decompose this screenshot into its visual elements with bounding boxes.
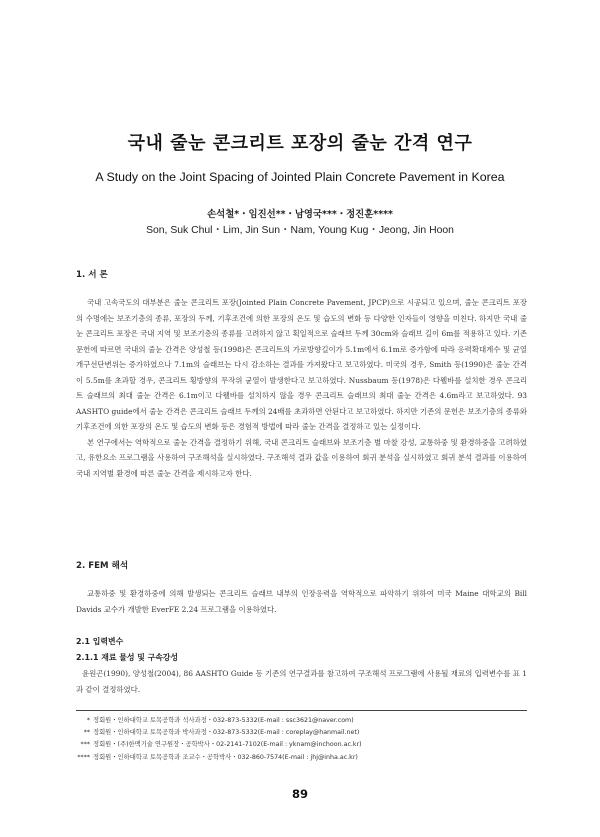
footnote-text: 정회원・인하대학교 토목공학과 조교수・공학박사・032-860-7574(E-mail : jhj@inha.ac.kr) <box>93 753 358 761</box>
page-number: 89 <box>291 787 308 801</box>
introduction-body <box>76 295 527 481</box>
footnote-2 <box>76 727 527 739</box>
authors-english: Son, Suk Chul・Lim, Jin Sun・Nam, Young Kug・Jeong, Jin Hoon <box>146 225 454 236</box>
footnote-mark: *** <box>80 741 90 749</box>
footnote-mark: * <box>86 717 90 724</box>
footnote-mark: **** <box>77 753 90 761</box>
section-heading-fem: 2. FEM 해석 <box>76 561 129 571</box>
subsection-heading-input-variables: 2.1 입력변수 <box>76 637 124 646</box>
material-properties-paragraph: 윤원곤(1990), 양성철(2004), 86 AASHTO Guide 등 기존의 연구결과를 참고하여 구조해석 프로그램에 사용될 재료의 입력변수를 표 1과 같이 결정하였다. <box>76 669 527 694</box>
author-footnotes <box>76 710 527 764</box>
paper-title: 국내 줄눈 콘크리트 포장의 줄눈 간격 연구 <box>127 133 473 154</box>
material-properties-body <box>76 666 527 697</box>
footnote-text: 정회원・인하대학교 토목공학과 박사과정・032-873-5332(E-mail : coreplay@hanmail.net) <box>93 729 360 737</box>
subsubsection-heading-material-properties: 2.1.1 재료 물성 및 구속강성 <box>76 653 179 662</box>
footnote-text: 정회원・인하대학교 토목공학과 석사과정・032-873-5332(E-mail : ssc3621@naver.com) <box>93 717 354 724</box>
footnote-1 <box>76 715 527 727</box>
fem-paragraph-1: 교통하중 및 환경하중에 의해 발생되는 콘크리트 슬래브 내부의 인장응력을 역학적으로 파악하기 위하여 미국 Maine 대학교의 Bill Davids 교수가 개발한 EverFE 2.24 프로그램을 이용하였다. <box>76 589 527 614</box>
introduction-paragraph-1: 국내 고속국도의 대부분은 줄눈 콘크리트 포장(Jointed Plain Concrete Pavement, JPCP)으로 시공되고 있으며, 줄눈 콘크리트 포장의 수명에는 보조기층의 종류, 포장의 두께, 기후조건에 의한 포장의 온도 및 습도의 변화 등 다양한 인자들이 영향을 미친다. 하지만 국내 줄눈 콘크리트 포장은 국내 지역 및 보조기층의 종류를 고려하지 않고 획일적으로 슬래브 두께 30cm와 슬래브 길이 6m를 적용하고 있다. 기존 문헌에 따르면 국내의 줄눈 간격은 양성철 등(1998)은 콘크리트의 가로방향길이가 5.1m에서 6.1m로 증가함에 따라 응력확대계수 및 균열개구선단변위는 증가하였으나 7.1m의 슬래브는 다시 감소하는 결과를 가져왔다고 보고하였다. 미국의 경우, Smith 등(1990)은 줄눈 간격이 5.5m를 초과할 경우, 콘크리트 횡방향의 무작위 균열이 발생한다고 보고하였다. Nussbaum 등(1978)은 다웰바를 설치한 경우 콘크리트 슬래브의 최대 줄눈 간격은 6.1m이고 다웰바를 설치하지 않을 경우 콘크리트 슬래브의 최대 줄눈 간격은 4.6m라고 보고하였다. 93 AASHTO guide에서 줄눈 간격은 콘크리트 슬래브 두께의 24배를 초과하면 안된다고 보고하였다. 하지만 기존의 문헌은 보조기층의 종류와 기후조건에 의한 포장의 온도 및 습도의 변화 등은 경험적 방법에 따라 줄눈 간격을 결정하고 있는 실정이다. <box>76 298 527 431</box>
footnote-3 <box>76 739 527 751</box>
footnote-mark: ** <box>83 729 90 737</box>
introduction-paragraph-2: 본 연구에서는 역학적으로 줄눈 간격을 결정하기 위해, 국내 콘크리트 슬래브와 보조기층 별 마찰 강성, 교통하중 및 환경하중을 고려하였고, 유한요소 프로그램을 사용하여 구조해석을 실시하였다. 구조해석 결과 값을 이용하여 회귀 분석을 실시하였고 회귀 분석 결과를 이용하여 국내 지역별 환경에 따른 줄눈 간격을 제시하고자 한다. <box>76 437 527 478</box>
authors-korean: 손석철*・임진선**・남영국***・정진훈**** <box>207 209 393 220</box>
paper-subtitle-english: A Study on the Joint Spacing of Jointed Plain Concrete Pavement in Korea <box>95 170 505 184</box>
footnote-text: 정회원・(주)한맥기술 연구원장・공학박사・02-2141-7102(E-mail : yknam@inchoon.ac.kr) <box>93 741 362 749</box>
section-heading-introduction: 1. 서 론 <box>76 270 108 280</box>
footnote-4 <box>76 752 527 764</box>
fem-body <box>76 586 527 617</box>
